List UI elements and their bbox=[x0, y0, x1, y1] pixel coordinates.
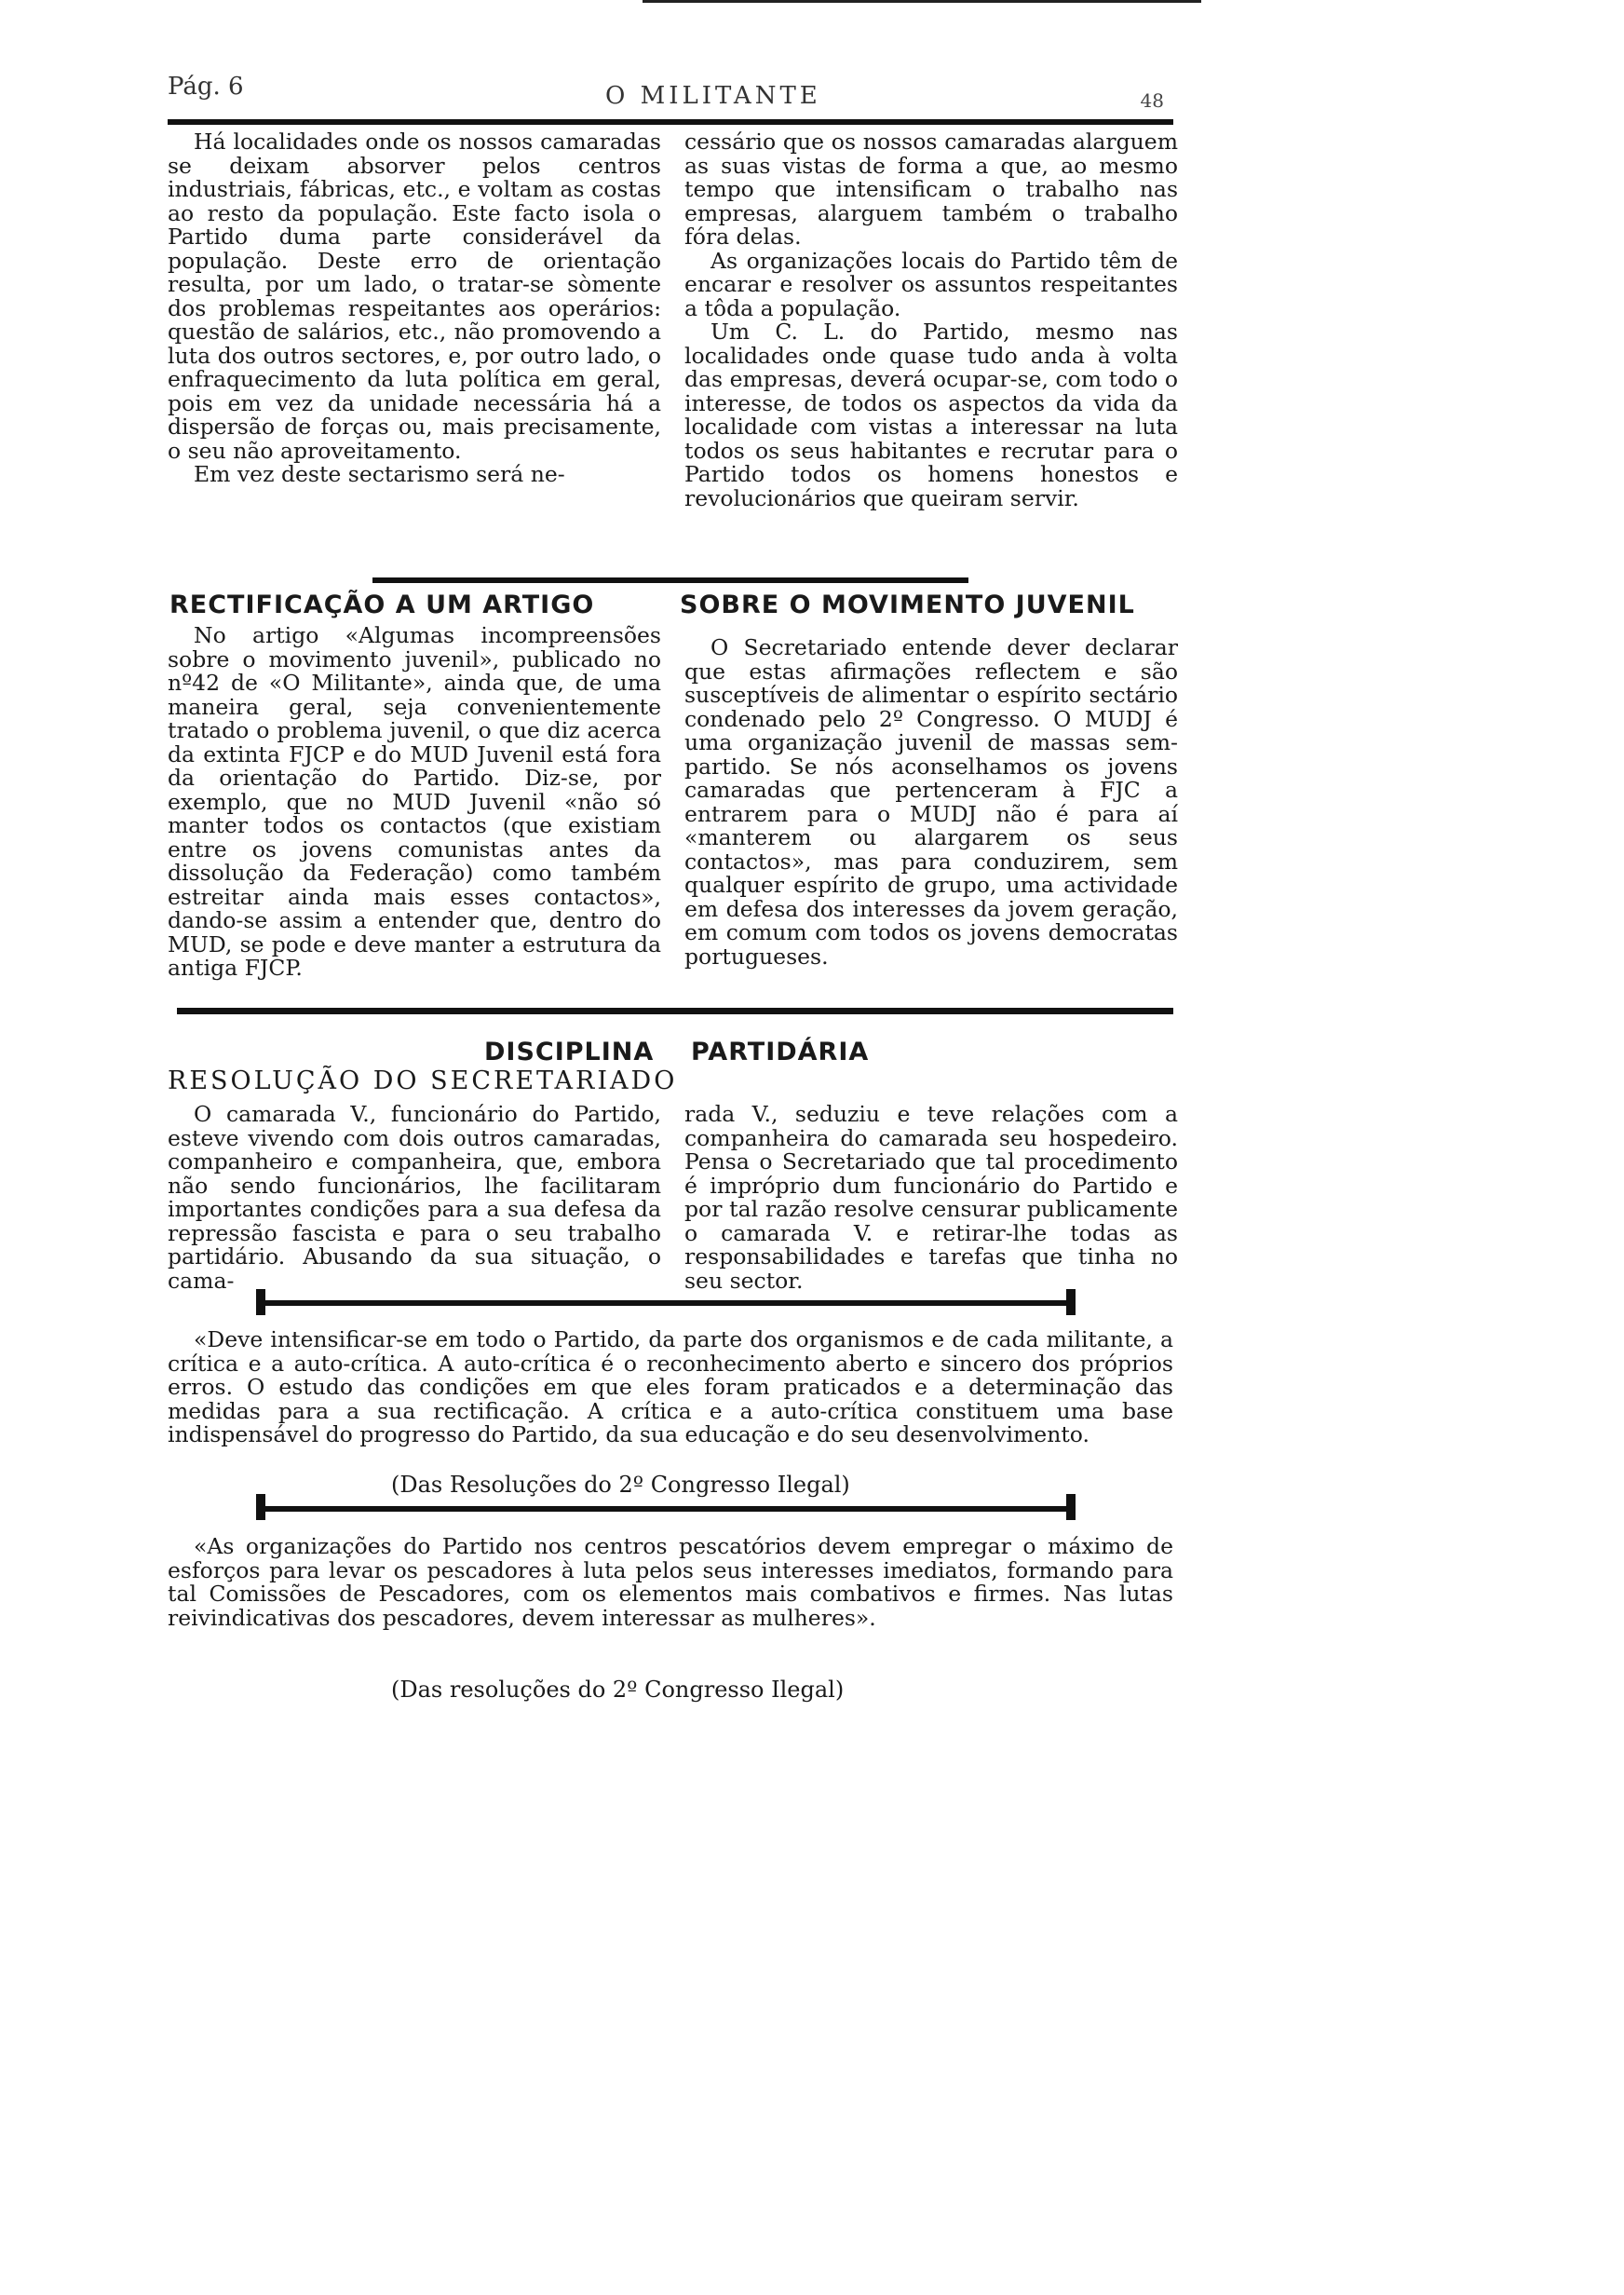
top-article-right-paragraph: cessário que os nossos camaradas alarguem as suas vistas de forma a que, ao mesmo tempo que intensificam o trabalho nas empresas, alarguem também o trabalho fóra delas. bbox=[684, 129, 1178, 250]
top-article-right-column bbox=[684, 130, 1178, 510]
rule-end-mark-left-2 bbox=[256, 1494, 265, 1520]
discipline-heading-right: PARTIDÁRIA bbox=[691, 1038, 870, 1066]
top-article-right-paragraph-3: Um C. L. do Partido, mesmo nas localidades onde quase tudo anda à volta das empresas, deverá ocupar-se, com todo o interesse, de todos os aspectos da vida da localidade com vistas a interessar na luta todos os seus habitantes e recrutar para o Partido todos os homens honestos e revolucionários que queiram servir. bbox=[684, 319, 1178, 511]
rectification-heading-right: SOBRE O MOVIMENTO JUVENIL bbox=[680, 591, 1135, 619]
top-edge-line bbox=[643, 0, 1201, 3]
discipline-subheading: RESOLUÇÃO DO SECRETARIADO bbox=[168, 1066, 678, 1095]
quote-self-criticism-source: (Das Resoluções do 2º Congresso Ilegal) bbox=[391, 1472, 850, 1498]
rule-end-mark-right-1 bbox=[1066, 1289, 1076, 1315]
quote-fishermen-text: «As organizações do Partido nos centros pescatórios devem empregar o máximo de esforços para levar os pescadores à luta pelos seus interesses imediatos, formando para tal Comissões de Pescadores, com os elementos mais combativos e firmes. Nas lutas reivindicativas dos pescadores, devem interessar as mulheres». bbox=[168, 1533, 1173, 1631]
section-rule-1 bbox=[372, 577, 968, 583]
rectification-right-column bbox=[684, 636, 1178, 969]
quote-self-criticism-text: «Deve intensificar-se em todo o Partido, da parte dos organismos e de cada militante, a crítica e a auto-crítica. A auto-crítica é o reconhecimento aberto e sincero dos próprios erros. O estudo das condições em que eles foram praticados e a determinação das medidas para a sua rectificação. A crítica e a auto-crítica constituem uma base indispensável do progresso do Partido, da sua educação e do seu desenvolvimento. bbox=[168, 1326, 1173, 1447]
rectification-left-text: No artigo «Algumas incompreensões sobre o movimento juvenil», publicado no nº42 de «O Militante», ainda que, de uma maneira geral, seja convenientemente tratado o problema juvenil, o que diz acerca da extinta FJCP e do MUD Juvenil está fora da orientação do Partido. Diz-se, por exemplo, que no MUD Juvenil «não só manter todos os contactos (que existiam entre os jovens comunistas antes da dissolução da Federação) como também estreitar ainda mais esses contactos», dando-se assim a entender que, dentro do MUD, se pode e deve manter a estrutura da antiga FJCP. bbox=[168, 622, 661, 981]
top-article-right-paragraph-2: As organizações locais do Partido têm de encarar e resolver os assuntos respeitantes a tôda a população. bbox=[684, 247, 1178, 321]
section-rule-4 bbox=[265, 1506, 1066, 1512]
discipline-left-column bbox=[168, 1103, 661, 1293]
top-article-left-last-line: Em vez deste sectarismo será ne- bbox=[194, 461, 565, 487]
header-rule bbox=[168, 119, 1173, 125]
discipline-right-column bbox=[684, 1103, 1178, 1293]
publication-title: O MILITANTE bbox=[605, 82, 821, 110]
top-article-left-column bbox=[168, 130, 661, 487]
discipline-right-text: rada V., seduziu e teve relações com a companheira do camarada seu hospedeiro. Pensa o Secretariado que tal procedimento é impróprio dum funcionário do Partido e por tal razão resolve censurar publicamente o camarada V. e retirar-lhe todas as responsabilidades e tarefas que tinha no seu sector. bbox=[684, 1101, 1178, 1294]
rectification-right-text: O Secretariado entende dever declarar que estas afirmações reflectem e são susceptíveis de alimentar o espírito sectário condenado pelo 2º Congresso. O MUDJ é uma organização juvenil de massas sem-partido. Se nós aconselhamos os jovens camaradas que pertenceram à FJC a entrarem para o MUDJ não é para aí «manterem ou alargarem os seus contactos», mas para conduzirem, sem qualquer espírito de grupo, uma actividade em defesa dos interesses da jovem geração, em comum com todos os jovens democratas portugueses. bbox=[684, 634, 1178, 970]
top-article-left-paragraph: Há localidades onde os nossos camaradas se deixam absorver pelos centros industriais, fábricas, etc., e voltam as costas ao resto da população. Este facto isola o Partido duma parte considerável da população. Deste erro de orientação resulta, por um lado, o tratar-se sòmente dos problemas respeitantes aos operários: questão de salários, etc., não promovendo a luta dos outros sectores, e, por outro lado, o enfraquecimento da luta política em geral, pois em vez da unidade necessária há a dispersão de forças ou, mais precisamente, o seu não aproveitamento. bbox=[168, 129, 661, 464]
issue-number: 48 bbox=[1140, 89, 1164, 112]
section-rule-2 bbox=[177, 1008, 1173, 1014]
rule-end-mark-left-1 bbox=[256, 1289, 265, 1315]
rectification-heading-left: RECTIFICAÇÃO A UM ARTIGO bbox=[169, 591, 595, 619]
page-number: Pág. 6 bbox=[168, 73, 244, 101]
quote-fishermen bbox=[168, 1535, 1173, 1630]
quote-self-criticism bbox=[168, 1328, 1173, 1447]
quote-fishermen-source: (Das resoluções do 2º Congresso Ilegal) bbox=[391, 1677, 845, 1703]
discipline-heading-left: DISCIPLINA bbox=[484, 1038, 655, 1066]
rectification-left-column bbox=[168, 624, 661, 981]
section-rule-3 bbox=[265, 1300, 1066, 1306]
discipline-left-text: O camarada V., funcionário do Partido, esteve vivendo com dois outros camaradas, companheiro e companheira, que, embora não sendo funcionários, lhe facilitaram importantes condições para a sua defesa da repressão fascista e para o seu trabalho partidário. Abusando da sua situação, o cama- bbox=[168, 1101, 661, 1294]
rule-end-mark-right-2 bbox=[1066, 1494, 1076, 1520]
